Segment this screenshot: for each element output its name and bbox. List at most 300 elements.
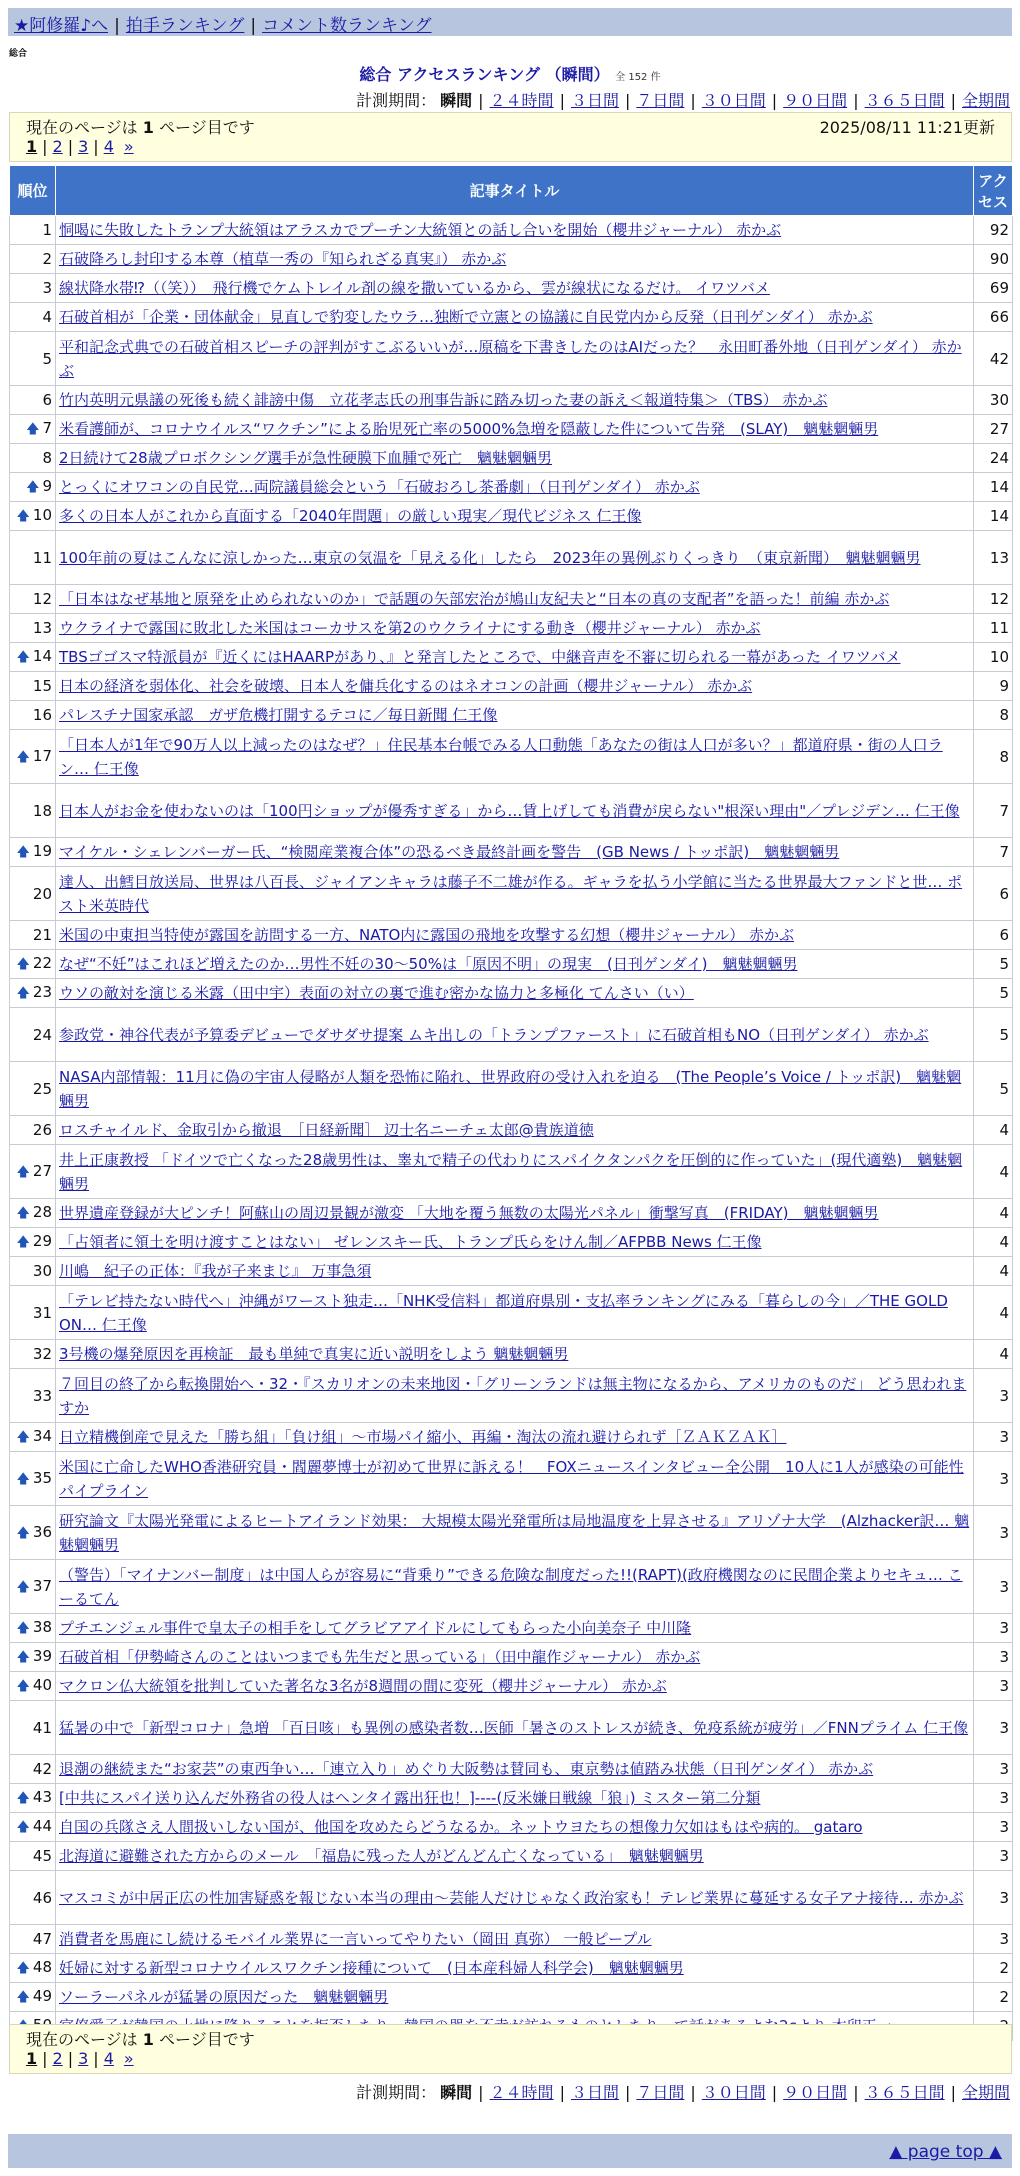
page-links [26,137,995,159]
table-row [10,1643,1013,1672]
rank-number: 20 [32,884,52,903]
rank-cell [10,1423,56,1452]
rank-cell [10,1954,56,1983]
period-option-link[interactable]: ７日間 [636,91,685,110]
rank-cell [10,672,56,701]
table-row [10,1954,1013,1983]
article-link[interactable]: プチエンジェル事件で皇太子の相手をしてグラビアアイドルにしてもらった小向美奈子 中川隆 [59,1619,692,1637]
access-count: 3 [974,1813,1013,1842]
page-top-link[interactable]: ▲ page top ▲ [889,2142,1002,2162]
rank-number: 36 [32,1522,52,1541]
article-link[interactable]: 井上正康教授 「ドイツで亡くなった28歳男性は、睾丸で精子の代わりにスパイクタンパクを圧倒的に作っていた」(現代適塾) 魑魅魍魎男 [59,1150,963,1193]
period-option-link[interactable]: ３０日間 [701,2083,766,2102]
rank-number: 41 [32,1718,52,1737]
rank-cell [10,950,56,979]
title-cell [56,950,974,979]
arrow-up-icon: 🡅 [16,1206,30,1221]
article-link[interactable]: NASA内部情報：11月に偽の宇宙人侵略が人類を恐怖に陥れ、世界政府の受け入れを迫る (The People’s Voice / トッポ訳) 魑魅魍魎男 [59,1067,962,1110]
rank-number: 28 [32,1203,52,1221]
title-cell [56,1506,974,1560]
arrow-up-icon: 🡅 [16,1820,30,1835]
article-link[interactable]: 米看護師が、コロナウイルス“ワクチン”による胎児死亡率の5000%急増を隠蔽した件について告発 (SLAY) 魑魅魍魎男 [59,420,879,438]
access-count: 6 [974,921,1013,950]
rank-number: 23 [32,983,52,1001]
rank-cell [10,1925,56,1954]
table-row [10,730,1013,784]
access-count: 12 [974,585,1013,614]
article-link[interactable]: 「占領者に領土を明け渡すことはない」 ゼレンスキー氏、トランプ氏らをけん制／AFPBB News 仁王像 [59,1233,762,1251]
title-cell [56,672,974,701]
table-row [10,531,1013,585]
rank-number: 35 [32,1468,52,1487]
rank-cell [10,1199,56,1228]
rank-cell [10,415,56,444]
clap-ranking-link[interactable]: 拍手ランキング [125,16,245,36]
article-link[interactable]: マイケル・シェレンバーガー氏、“検閲産業複合体”の恐るべき最終計画を警告 (GB News / トッポ訳) 魑魅魍魎男 [59,843,840,861]
rank-number: 43 [32,1788,52,1806]
arrow-up-icon: 🡅 [16,1525,30,1541]
access-count: 3 [974,1369,1013,1423]
access-count: 24 [974,444,1013,473]
article-link[interactable]: パレスチナ国家承認 ガザ危機打開するテコに／毎日新聞 仁王像 [59,706,498,724]
article-link[interactable]: 消費者を馬鹿にし続けるモバイル業界に一言いってやりたい（岡田 真弥） 一般ピープル [59,1930,652,1948]
access-count: 4 [974,1145,1013,1199]
access-count: 3 [974,1423,1013,1452]
title-cell [56,1954,974,1983]
article-link[interactable]: [中共にスパイ送り込んだ外務省の役人はヘンタイ露出狂也！]----(反米嫌日戦線「狼」) ミスター第二分類 [59,1789,761,1807]
table-row [10,473,1013,502]
rank-cell [10,1755,56,1784]
ranking-table [9,165,1013,2041]
table-row [10,979,1013,1008]
page-separator: | [93,137,99,156]
rank-cell [10,274,56,303]
rank-cell [10,585,56,614]
period-option-link[interactable]: ３日間 [570,2083,619,2102]
period-label: 計測期間： [356,2083,437,2102]
title-cell [56,979,974,1008]
title-cell [56,1452,974,1506]
table-row [10,1813,1013,1842]
title-cell [56,1286,974,1340]
page-link[interactable]: 4 [103,2049,114,2068]
access-count: 4 [974,1116,1013,1145]
title-cell [56,1672,974,1701]
rank-cell [10,867,56,921]
period-separator: | [690,91,696,110]
rank-cell [10,1228,56,1257]
page-link[interactable]: 1 [26,137,38,156]
rank-number: 22 [32,954,52,972]
title-cell [56,502,974,531]
nav-separator: | [250,16,257,36]
table-row [10,1614,1013,1643]
article-link[interactable]: TBSゴゴスマ特派員が『近くにはHAARPがあり、』と発言したところで、中継音声を不審に切られる一幕があった イワツバメ [59,648,901,666]
title-cell [56,1199,974,1228]
total-count: 全 152 件 [615,72,661,83]
title-cell [56,585,974,614]
col-title-header: 記事タイトル [56,166,974,216]
arrow-up-icon: 🡅 [16,1164,30,1180]
article-link[interactable]: 線状降水帯⁉（（笑）） 飛行機でケムトレイル剤の線を撒いているから、雲が線状になるだけ。 イワツバメ [59,279,770,297]
arrow-up-icon: 🡅 [16,749,30,765]
period-option-link[interactable]: ７日間 [636,2083,685,2102]
col-rank-header: 順位 [10,166,56,216]
article-link[interactable]: 退潮の継続また“お家芸”の東西争い…「連立入り」めぐり大阪勢は賛同も、東京勢は値踏み状態（日刊ゲンダイ） 赤かぶ [59,1760,874,1778]
title-cell [56,303,974,332]
rank-number: 25 [32,1079,52,1098]
rank-number: 27 [32,1161,52,1180]
updated-timestamp: 2025/08/11 11:21更新 [819,118,995,137]
rank-number: 34 [32,1427,52,1445]
title-cell [56,643,974,672]
title-cell [56,1062,974,1116]
title-cell [56,1813,974,1842]
table-row [10,1257,1013,1286]
period-label: 計測期間： [356,91,437,110]
title-cell [56,1701,974,1755]
article-link[interactable]: マクロン仏大統領を批判していた著名な3名が8週間の間に変死（櫻井ジャーナル） 赤かぶ [59,1677,667,1695]
title-cell [56,1784,974,1813]
pager-status-row [26,2027,995,2049]
period-separator: | [950,2083,956,2102]
page-link[interactable]: 1 [26,2049,38,2068]
rank-number: 1 [42,221,52,239]
bottom-bar [8,2134,1012,2168]
page-separator: | [42,2049,48,2068]
status-suffix: ページ目です [153,118,255,137]
table-row [10,1228,1013,1257]
article-link[interactable]: 恫喝に失敗したトランプ大統領はアラスカでプーチン大統領との話し合いを開始（櫻井ジャーナル） 赤かぶ [59,221,782,239]
access-count: 90 [974,245,1013,274]
table-row [10,950,1013,979]
article-link[interactable]: 竹内英明元県議の死後も続く誹謗中傷 立花孝志氏の刑事告訴に踏み切った妻の訴え＜報道特集＞（TBS） 赤かぶ [59,391,828,409]
rank-number: 2 [42,250,52,268]
article-link[interactable]: 世界遺産登録が大ピンチ！阿蘇山の周辺景観が激変 「大地を覆う無数の太陽光パネル」衝撃写真 (FRIDAY) 魑魅魍魎男 [59,1204,879,1222]
rank-number: 40 [32,1676,52,1694]
access-count: 3 [974,1452,1013,1506]
article-link[interactable]: 参政党・神谷代表が予算委デビューでダサダサ提案 ムキ出しの「トランプファースト」に石破首相もNO（日刊ゲンダイ） 赤かぶ [59,1025,929,1044]
pager-top [9,112,1012,162]
page-link[interactable]: 2 [52,137,63,156]
article-link[interactable]: （警告）「マイナンバー制度」は中国人らが容易に“背乗り”できる危険な制度だった!!(RAPT)(政府機関なのに民間企業よりセキュ… こーるてん [59,1565,963,1608]
rank-number: 15 [32,677,52,695]
rank-cell [10,1643,56,1672]
article-link[interactable]: 3号機の爆発原因を再検証 最も単純で真実に近い説明をしよう 魑魅魍魎男 [59,1345,569,1363]
title-cell [56,1983,974,2012]
table-row [10,1286,1013,1340]
access-count: 3 [974,1672,1013,1701]
top-nav-bar [8,8,1012,36]
rank-cell [10,1008,56,1062]
page-link[interactable]: 4 [103,137,114,156]
table-row [10,585,1013,614]
rank-cell [10,1560,56,1614]
arrow-up-icon: 🡅 [16,1990,30,2005]
article-link[interactable]: 100年前の夏はこんなに涼しかった…東京の気温を「見える化」したら 2023年の異例ぶりくっきり （東京新聞） 魑魅魍魎男 [59,548,921,567]
access-count: 3 [974,1871,1013,1925]
period-option-link[interactable]: ３日間 [570,91,619,110]
period-option-link[interactable]: ９０日間 [783,2083,848,2102]
rank-cell [10,1672,56,1701]
access-count: 10 [974,643,1013,672]
table-row [10,1116,1013,1145]
rank-number: 6 [42,391,52,409]
rank-cell [10,1701,56,1755]
arrow-up-icon: 🡅 [16,957,30,972]
access-count: 8 [974,701,1013,730]
access-count: 2 [974,1954,1013,1983]
col-access-header: アクセス [974,166,1013,216]
period-separator: | [853,91,859,110]
article-link[interactable]: 2日続けて28歳プロボクシング選手が急性硬膜下血腫で死亡 魑魅魍魎男 [59,449,552,467]
article-link[interactable]: ソーラーパネルが猛暑の原因だった 魑魅魍魎男 [59,1988,389,2006]
article-link[interactable]: 川嶋 紀子の正体：『我が子来まじ』 万事急須 [59,1262,372,1280]
article-link[interactable]: 猛暑の中で「新型コロナ」急増 「百日咳」も異例の感染者数…医師「暑さのストレスが続き、免疫系統が疲労」／FNNプライム 仁王像 [59,1718,969,1737]
table-row [10,1062,1013,1116]
access-count: 11 [974,614,1013,643]
page-link[interactable]: 3 [78,2049,89,2068]
rank-number: 9 [42,477,52,495]
page-separator: | [67,137,74,156]
arrow-up-icon: 🡅 [16,1791,30,1806]
title-cell [56,1755,974,1784]
table-row [10,502,1013,531]
period-option-link[interactable]: ２４時間 [489,2083,554,2102]
access-count: 3 [974,1560,1013,1614]
article-link[interactable]: ウクライナで露国に敗北した米国はコーカサスを第2のウクライナにする動き（櫻井ジャーナル） 赤かぶ [59,619,761,637]
rank-number: 12 [32,590,52,608]
rank-cell [10,643,56,672]
access-count: 3 [974,1701,1013,1755]
rank-number: 32 [32,1345,52,1363]
article-link[interactable]: ７回目の終了から転換開始へ・32・『スカリオンの未来地図・「グリーンランドは無主物になるから、アメリカのものだ」 どう思われますか [59,1374,967,1417]
page-separator: | [67,2049,74,2068]
access-count: 5 [974,1008,1013,1062]
access-count: 3 [974,1842,1013,1871]
rank-number: 47 [32,1930,52,1948]
period-separator: | [478,91,484,110]
period-separator: | [624,2083,631,2102]
access-count: 3 [974,1506,1013,1560]
title-cell [56,614,974,643]
table-row [10,921,1013,950]
period-selector-bottom [356,2080,1010,2103]
pager-status-row [26,115,995,137]
access-count: 27 [974,415,1013,444]
period-separator: | [624,91,631,110]
article-link[interactable]: 達人、出鱈目放送局、世界は八百長、ジャイアンキャラは藤子不二雄が作る。ギャラを払う小学館に当たる世界最大ファンドと世… ポスト米英時代 [59,872,963,915]
access-count: 5 [974,979,1013,1008]
table-row [10,1145,1013,1199]
arrow-up-icon: 🡅 [16,1621,30,1636]
period-option-link[interactable]: ３６５日間 [864,2083,945,2102]
home-link[interactable]: ★阿修羅♪へ [14,16,109,36]
table-row [10,444,1013,473]
rank-cell [10,216,56,245]
status-prefix: 現在のページは [26,118,143,137]
rank-cell [10,1257,56,1286]
status-page-number: 1 [142,2030,154,2049]
table-row [10,415,1013,444]
period-option-link[interactable]: ３０日間 [701,91,766,110]
article-link[interactable]: 日本人がお金を使わないのは「100円ショップが優秀すぎる」から…賃上げしても消費が戻らない"根深い理由"／プレジデン… 仁王像 [59,801,960,820]
status-prefix: 現在のページは [26,2030,143,2049]
rank-cell [10,1871,56,1925]
rank-number: 39 [32,1647,52,1665]
rank-cell [10,838,56,867]
comment-ranking-link[interactable]: コメント数ランキング [262,16,432,36]
rank-cell [10,1452,56,1506]
rank-number: 49 [32,1987,52,2005]
article-link[interactable]: 「テレビ持たない時代へ」沖縄がワースト独走…「NHK受信料」都道府県別・支払率ランキングにみる「暮らしの今」／THE GOLD ON… 仁王像 [59,1291,948,1334]
period-option-link[interactable]: ２４時間 [489,91,554,110]
title-cell [56,1925,974,1954]
article-link[interactable]: 石破首相が「企業・団体献金」見直しで豹変したウラ…独断で立憲との協議に自民党内から反発（日刊ゲンダイ） 赤かぶ [59,308,873,326]
article-link[interactable]: ウソの敵対を演じる米露（田中宇）表面の対立の裏で進む密かな協力と多極化 てんさい（い） [59,984,694,1002]
access-count: 3 [974,1643,1013,1672]
access-count: 3 [974,1614,1013,1643]
title-cell [56,730,974,784]
access-count: 7 [974,784,1013,838]
table-row [10,643,1013,672]
rank-number: 30 [32,1262,52,1280]
article-link[interactable]: 北海道に避難された方からのメール 「福島に残った人がどんどん亡くなっている」 魑魅魍魎男 [59,1847,704,1865]
access-count: 4 [974,1340,1013,1369]
rank-number: 37 [32,1576,52,1595]
rank-number: 10 [32,506,52,524]
article-link[interactable]: マスコミが中居正広の性加害疑惑を報じない本当の理由～芸能人だけじゃなく政治家も！テレビ業界に蔓延する女子アナ接待… 赤かぶ [59,1888,964,1907]
rank-cell [10,1842,56,1871]
rank-cell [10,1145,56,1199]
rank-number: 48 [32,1958,52,1976]
table-row [10,1871,1013,1925]
article-link[interactable]: 「日本人が1年で90万人以上減ったのはなぜ？」住民基本台帳でみる人口動態「あなたの街は人口が多い？」都道府県・街の人口ラン… 仁王像 [59,735,943,778]
rank-number: 26 [32,1121,52,1139]
article-link[interactable]: 「日本はなぜ基地と原発を止められないのか」で話題の矢部宏治が鳩山友紀夫と“日本の真の支配者”を語った！前編 赤かぶ [59,590,890,608]
access-count: 14 [974,502,1013,531]
table-row [10,1340,1013,1369]
period-separator: | [559,91,565,110]
article-link[interactable]: 平和記念式典での石破首相スピーチの評判がすこぶるいいが…原稿を下書きしたのはAIだった？ 永田町番外地（日刊ゲンダイ） 赤かぶ [59,337,962,380]
period-option-link[interactable]: ３６５日間 [864,91,945,110]
rank-cell [10,614,56,643]
rank-cell [10,303,56,332]
page-links [26,2049,995,2071]
article-link[interactable]: なぜ“不妊”はこれほど増えたのか…男性不妊の30～50%は「原因不明」の現実 (日刊ゲンダイ) 魑魅魍魎男 [59,955,798,973]
rank-cell [10,531,56,585]
table-row [10,386,1013,415]
period-separator: | [950,91,956,110]
access-count: 9 [974,672,1013,701]
period-separator: | [853,2083,859,2102]
title-cell [56,245,974,274]
title-cell [56,921,974,950]
period-separator: | [559,2083,565,2102]
article-link[interactable]: 日立精機倒産で見えた「勝ち組」「負け組」～市場パイ縮小、再編・淘汰の流れ避けられず［ＺＡＫＺＡＫ］ [59,1428,787,1446]
rank-number: 24 [32,1025,52,1044]
title-cell [56,274,974,303]
table-row [10,1983,1013,2012]
article-link[interactable]: 妊婦に対する新型コロナウイルスワクチン接種について (日本産科婦人科学会) 魑魅魍魎男 [59,1959,684,1977]
access-count: 2 [974,1983,1013,2012]
article-link[interactable]: 研究論文『太陽光発電によるヒートアイランド効果： 大規模太陽光発電所は局地温度を上昇させる』アリゾナ大学 (Alzhacker訳… 魑魅魍魎男 [59,1511,970,1554]
page-separator: | [93,2049,99,2068]
next-page-link[interactable]: » [123,2049,134,2068]
table-row [10,216,1013,245]
title-cell [56,1116,974,1145]
next-page-link[interactable]: » [123,137,134,156]
title-cell [56,1369,974,1423]
article-link[interactable]: 石破首相「伊勢崎さんのことはいつまでも先生だと思っている」（田中龍作ジャーナル） 赤かぶ [59,1648,701,1666]
access-count: 4 [974,1228,1013,1257]
rank-cell [10,979,56,1008]
rank-number: 33 [32,1386,52,1405]
title-cell [56,1423,974,1452]
current-page-status [26,115,255,137]
period-option-link[interactable]: 全期間 [961,91,1010,110]
arrow-up-icon: 🡅 [16,986,30,1001]
period-option-link[interactable]: 全期間 [961,2083,1010,2102]
article-link[interactable]: ロスチャイルド、金取引から撤退 ［日経新聞］ 辺士名ニーチェ太郎@貴族道徳 [59,1121,594,1139]
table-row [10,1755,1013,1784]
rank-number: 7 [42,419,52,437]
table-row [10,303,1013,332]
rank-number: 18 [32,801,52,820]
period-separator: | [771,91,778,110]
rank-cell [10,1813,56,1842]
rank-cell [10,332,56,386]
arrow-up-icon: 🡅 [16,1471,30,1487]
access-count: 42 [974,332,1013,386]
access-count: 69 [974,274,1013,303]
rank-number: 29 [32,1232,52,1250]
rank-number: 44 [32,1817,52,1835]
article-link[interactable]: 日本の経済を弱体化、社会を破壊、日本人を傭兵化するのはネオコンの計画（櫻井ジャーナル） 赤かぶ [59,677,753,695]
access-count: 30 [974,386,1013,415]
page-link[interactable]: 2 [52,2049,63,2068]
rank-number: 8 [42,449,52,467]
title-cell [56,1257,974,1286]
arrow-up-icon: 🡅 [16,1579,30,1595]
page-link[interactable]: 3 [78,137,89,156]
rank-number: 17 [32,746,52,765]
arrow-up-icon: 🡅 [26,422,40,437]
status-suffix: ページ目です [153,2030,255,2049]
rank-number: 14 [32,647,52,665]
article-link[interactable]: 米国の中東担当特使が露国を訪問する一方、NATO内に露国の飛地を攻撃する幻想（櫻井ジャーナル） 赤かぶ [59,926,795,944]
category-label: 総合 [9,49,28,59]
article-link[interactable]: 石破降ろし封印する本尊（植草一秀の『知られざる真実』） 赤かぶ [59,250,507,268]
table-row [10,1784,1013,1813]
period-separator: | [478,2083,484,2102]
article-link[interactable]: 米国に亡命したWHO香港研究員・閻麗夢博士が初めて世界に訴える！ FOXニュースインタビュー全公開 10人に1人が感染の可能性 パイプライン [59,1457,964,1500]
title-cell [56,332,974,386]
rank-cell [10,444,56,473]
arrow-up-icon: 🡅 [16,1961,30,1976]
title-cell [56,784,974,838]
arrow-up-icon: 🡅 [16,1679,30,1694]
access-count: 5 [974,1062,1013,1116]
page-separator: | [42,137,48,156]
article-link[interactable]: とっくにオワコンの自民党…両院議員総会という「石破おろし茶番劇」（日刊ゲンダイ） 赤かぶ [59,478,700,496]
table-row [10,1560,1013,1614]
arrow-up-icon: 🡅 [16,509,30,524]
title-cell [56,1614,974,1643]
article-link[interactable]: 自国の兵隊さえ人間扱いしない国が、他国を攻めたらどうなるか。ネットウヨたちの想像力欠如はもはや病的。 gataro [59,1818,863,1836]
article-link[interactable]: 多くの日本人がこれから直面する「2040年問題」の厳しい現実／現代ビジネス 仁王像 [59,507,642,525]
period-option-link[interactable]: ９０日間 [783,91,848,110]
